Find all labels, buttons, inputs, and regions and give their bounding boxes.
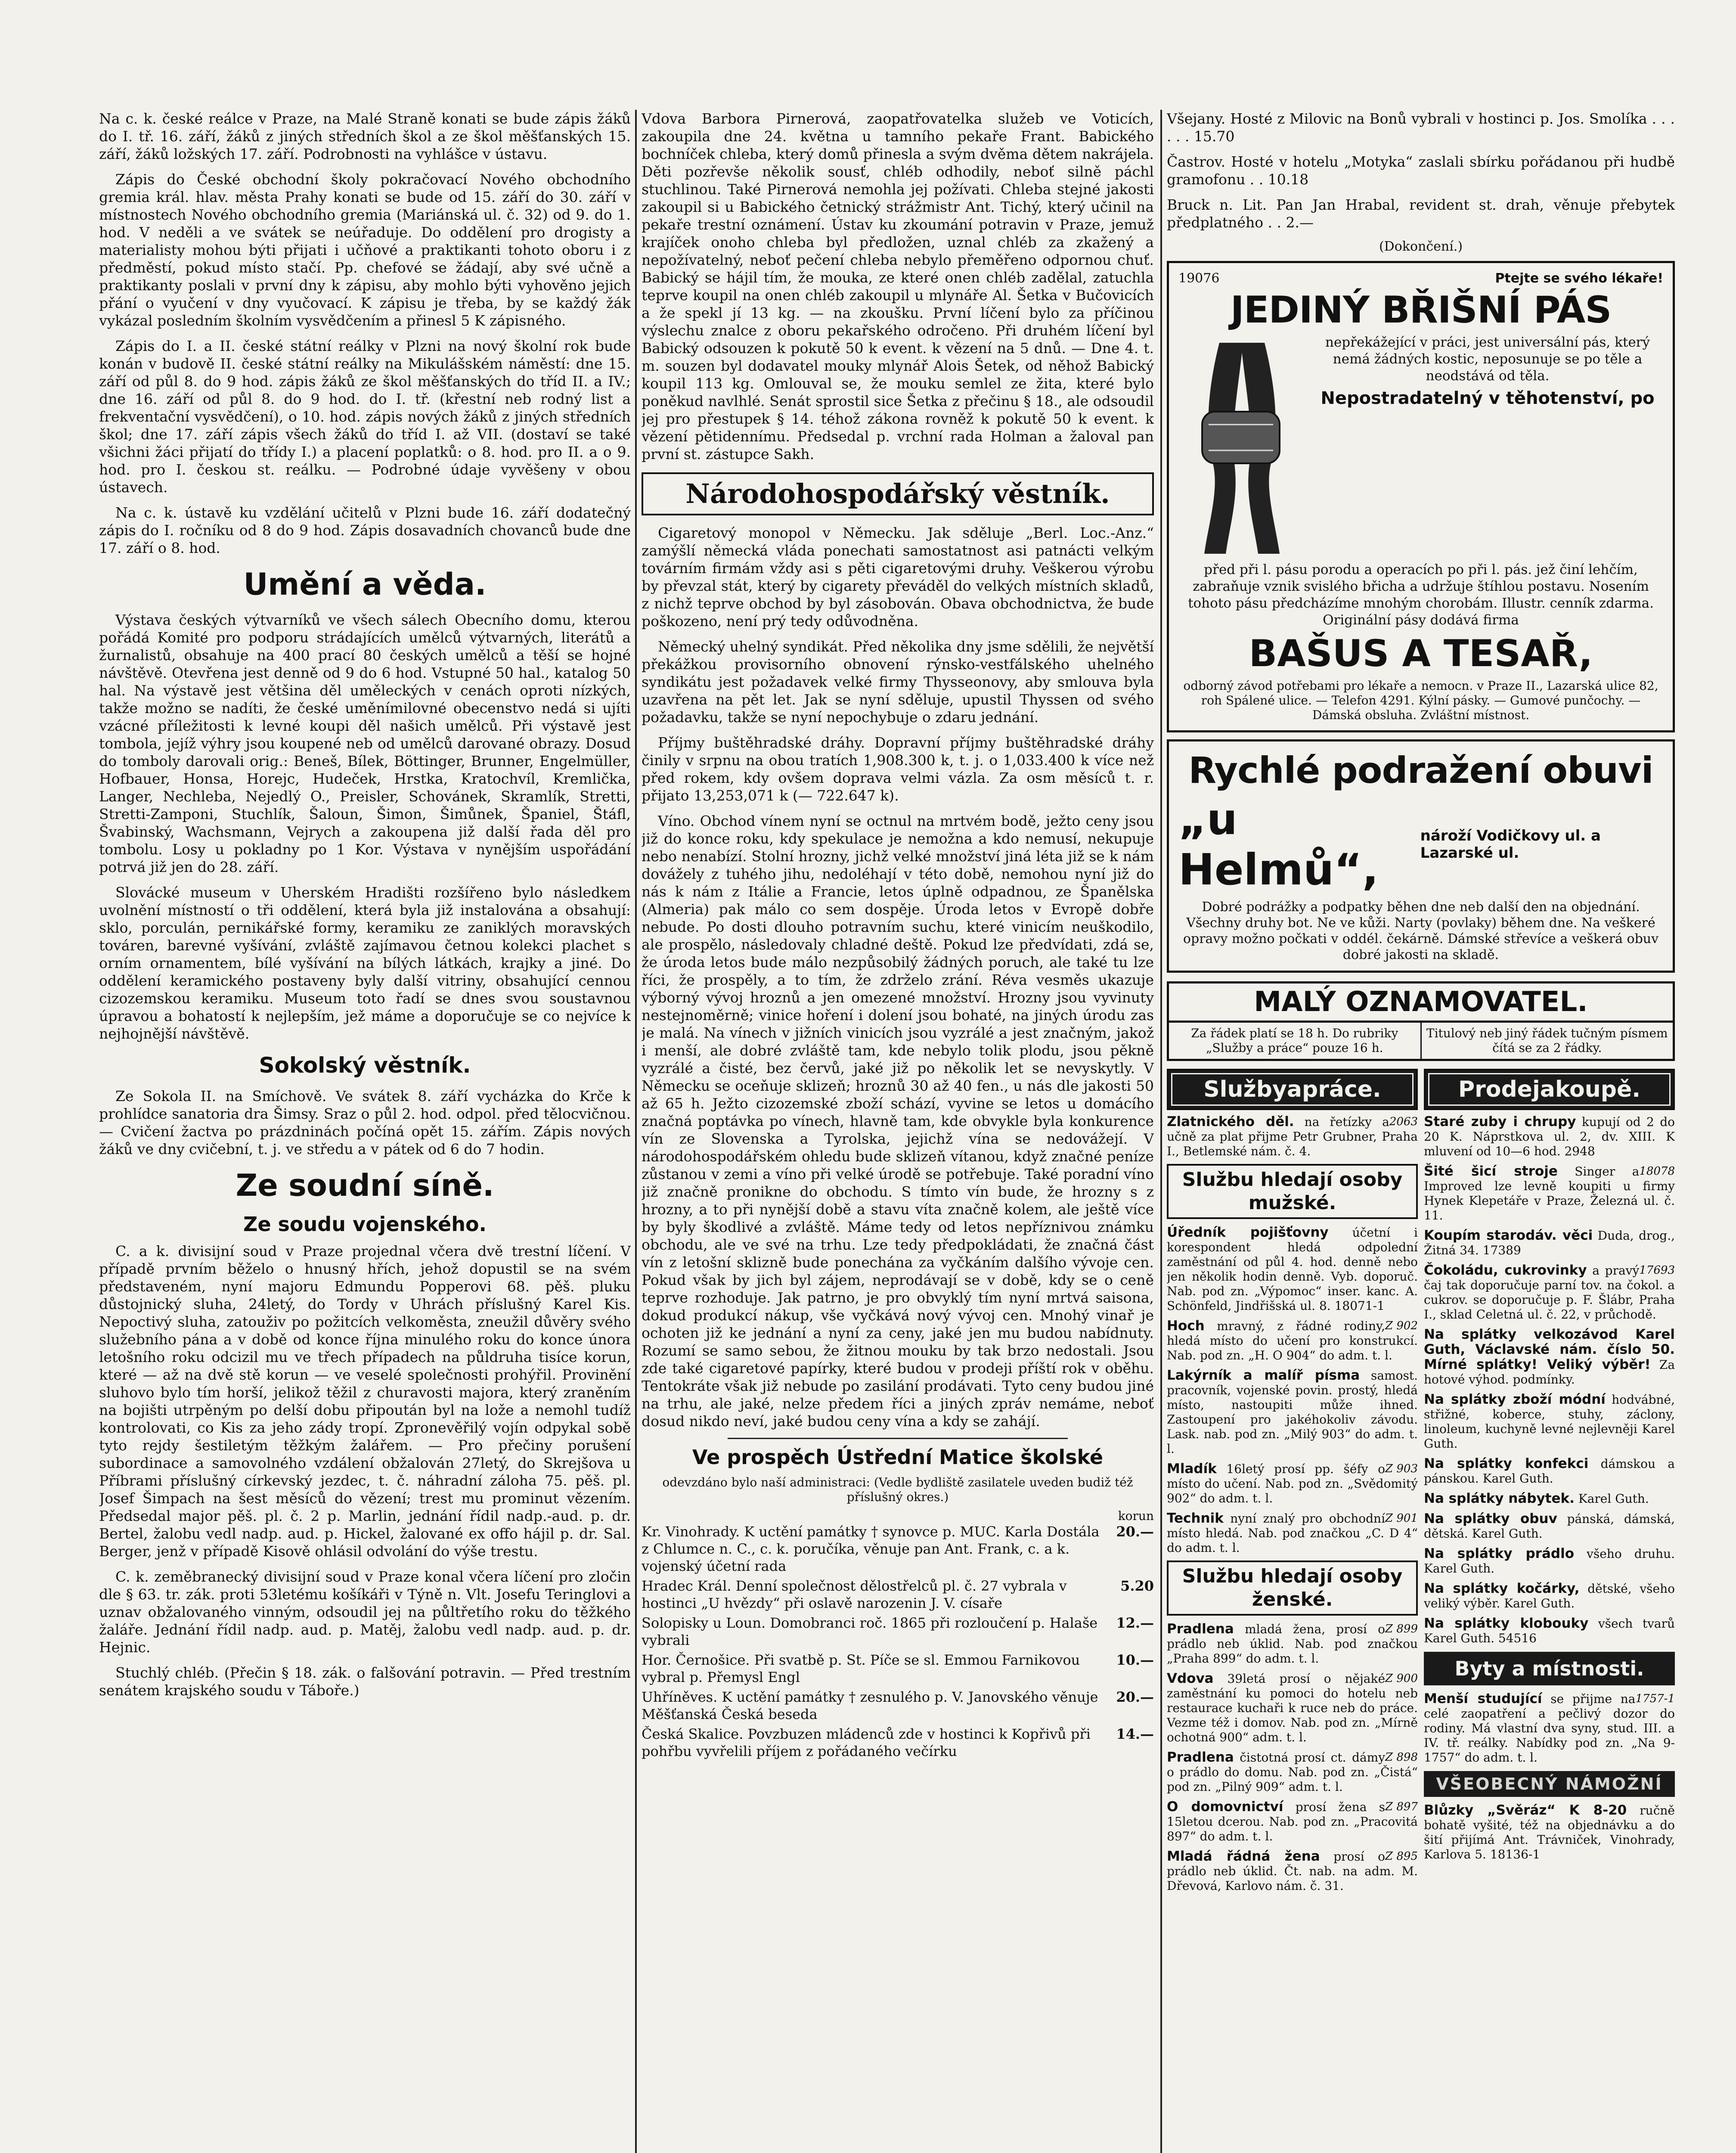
- belt-illustration-icon: [1178, 334, 1303, 558]
- section-subheading: Ze soudu vojenského.: [243, 1213, 487, 1236]
- donation-amount: 5.20: [1120, 1578, 1154, 1594]
- article-paragraph: Zápis do České obchodní školy pokračovací Nového obchodního gremia král. hlav. města Prahy konati se bude od 15. září do 30. září v místnostech Nového obchodního gremia (Mariánská ul. č. 32) od 9. do 1. hod. V neděli a ve svátek se neúřaduje. Do oddělení pro drogisty a materialisty mohou býti přijati i učňové a praktikanti tohoto oboru i z předměstí, pokud místo stačí. Pp. chefové se žádají, aby své učně a praktikanty poslali v první dny k zápisu, aby mohlo býti vyhověno jejich přání o vyučení v dny vyučovací. K zápisu je třeba, by se každý žák vykázal posledním školním vysvědčením a přinesl 5 K zápisného.: [99, 171, 631, 329]
- classified-code: 18078: [1639, 1165, 1675, 1178]
- classified-keyword: Na splátky zboží módní: [1424, 1392, 1606, 1407]
- classified-ad: [1167, 1461, 1418, 1506]
- classified-text: prosí žena s 15letou dcerou. Nab. pod zn. „Pracovitá 897“ do adm. t. l.: [1167, 1800, 1418, 1843]
- article-paragraph: Slovácké museum v Uherském Hradišti rozšířeno bylo následkem uvolnění místností o tři oddělení, která byla již instalována a obsahují: sklo, porculán, pernikářské formy, keramiku ze zaniklých moravských továren, barevné vyšívání, zvláště zajímavou četnou kolekci plachet s orním ornamentem, bílé vyšívání na bílých látkách, krajky a jiné. Do oddělení keramického postaveny byly další vitriny, obsahující cennou cizozemskou keramiku. Museum toto řadí se dnes svou soustavnou úpravou a bohatostí k nejlepším, jež máme a doporučuje se co nejvíce k nejhojnější návštěvě.: [99, 884, 631, 1042]
- advert-shoes: [1167, 739, 1675, 973]
- classifieds-prices: [1167, 1023, 1675, 1061]
- classified-code: Z 895: [1385, 1850, 1418, 1863]
- classified-text: dámskou a pánskou. Karel Guth.: [1424, 1457, 1675, 1486]
- classified-ad: [1424, 1511, 1675, 1541]
- classified-keyword: Na splátky velkozávod Karel Guth, Václavské nám. číslo 50. Mírné splátky! Veliký výběr!: [1424, 1327, 1675, 1372]
- donation-text: Solopisky u Loun. Domobranci roč. 1865 při rozloučení p. Halaše vybrali: [642, 1615, 1098, 1648]
- classified-keyword: Blůzky „Svěráz“ K 8-20: [1424, 1802, 1627, 1818]
- classifieds-column-left: [1167, 1114, 1418, 1899]
- classifieds-subheading: Službu hledají osoby mužské.: [1167, 1164, 1418, 1219]
- classified-text: kupují od 2 do 20 K. Náprstkova ul. 2, dv. XIII. K mluvení od 10—6 hod. 2948: [1424, 1115, 1675, 1158]
- donation-text: Hradec Král. Denní společnost dělostřelců pl. č. 27 vybrala v hostinci „U hvězdy“ při oslavě narozenin J. V. císaře: [642, 1578, 1067, 1611]
- classified-ad: [1424, 1616, 1675, 1646]
- classified-ad: [1424, 1114, 1675, 1159]
- classified-code: Z 900: [1385, 1672, 1418, 1685]
- classifieds-title: MALÝ OZNAMOVATEL.: [1167, 981, 1675, 1023]
- classified-code: Z 901: [1385, 1512, 1418, 1525]
- section-heading: Ze soudní síně.: [236, 1168, 494, 1203]
- classifieds-column-right: [1424, 1114, 1675, 1899]
- classified-text: na řetízky a učně za plat přijme Petr Grubner, Praha I., Betlemské nám. č. 4.: [1167, 1115, 1418, 1158]
- classified-keyword: Vdova: [1167, 1671, 1214, 1686]
- donation-amount: 20.—: [1116, 1689, 1154, 1705]
- donation-amount: 14.—: [1116, 1726, 1154, 1742]
- classified-text: a pravý čaj tak doporučuje parní tov. na čokol. a cukrov. se doporučuje p. F. Šlábr, Praha I., sklad Celetná ul. č. 22, v průchodě.: [1424, 1263, 1675, 1322]
- article-paragraph: Výstava českých výtvarníků ve všech sálech Obecního domu, kterou pořádá Komité pro podporu strádajících umělců výtvarných, literátů a žurnalistů, obsahuje na 400 prací 80 českých umělců a těší se hojné návštěvě. Otevřena jest denně od 9 do 6 hod. Vstupné 50 hal., katalog 50 hal. Na výstavě jest většina děl uměleckých v cenách oproti nízkých, takže možno se nadíti, že české uměnímilovné obecenstvo nedá si ujíti vzácné příležitosti k levné koupi děl našich umělců. Při výstavě jest tombola, jejíž výhry jsou koupené neb od umělců darované obrazy. Dosud do tomboly darovali orig.: Beneš, Bílek, Böttinger, Brunner, Engelmüller, Hofbauer, Honsa, Horejc, Hudeček, Hrstka, Kratochvíl, Kremlička, Langer, Nechleba, Nejedlý O., Preisler, Schovánek, Skramlík, Stretti, Stretti-Zamponi, Stuchlík, Šaloun, Šimon, Šimůnek, Španiel, Štáfl, Švabinský, Wachsmann, Vejrych a zakoupena již další řada děl pro tombolu. Losy u pokladny po 1 Kor. Výstava v nynějším uspořádání potrvá již jen do 28. září.: [99, 611, 631, 875]
- classified-text: hodvábné, střižné, koberce, stuhy, záclony, linoleum, kuchyně levné nejlevněji Karel Guth.: [1424, 1393, 1675, 1451]
- classified-code: Z 898: [1385, 1751, 1418, 1764]
- classified-code: Z 903: [1385, 1462, 1418, 1475]
- section-heading: Národohospodářský věstník.: [642, 472, 1154, 515]
- advert-line: Nepostradatelný v těhotenství, po: [1321, 388, 1655, 408]
- classified-keyword: Čokoládu, cukrovinky: [1424, 1263, 1587, 1278]
- donation-amount: 12.—: [1116, 1615, 1154, 1631]
- classified-code: 1757-1: [1635, 1692, 1675, 1705]
- classified-keyword: O domovnictví: [1167, 1799, 1283, 1815]
- article-paragraph: Stuchlý chléb. (Přečin § 18. zák. o falšování potravin. — Před trestním senátem krajského soudu v Táboře.): [99, 1664, 631, 1699]
- classified-text: 16letý prosí pp. šéfy o místo do učení. Nab. pod zn. „Svědomitý 902“ do adm. t. l.: [1167, 1462, 1418, 1505]
- classified-ad: [1167, 1799, 1418, 1844]
- classified-ad: [1424, 1581, 1675, 1611]
- classified-keyword: Koupím starodáv. věci: [1424, 1228, 1593, 1243]
- donations-note: odevzdáno bylo naší administraci: (Vedle bydliště zasilatele uveden budiž též příslušný okres.): [662, 1475, 1133, 1504]
- classified-text: Za hotové výhod. podmínky.: [1424, 1358, 1675, 1387]
- classified-keyword: Mladík: [1167, 1461, 1217, 1477]
- article-paragraph: Na c. k. české reálce v Praze, na Malé Straně konati se bude zápis žáků do I. tř. 16. září, žáků z jiných středních škol a ze škol měšťanských 15. září, žáků ložských 17. září. Podrobnosti na vyhlášce v ústavu.: [99, 110, 631, 162]
- article-paragraph: Víno. Obchod vínem nyní se octnul na mrtvém bodě, ježto ceny jsou již do konce roku, kdy spekulace je nemožna a kdo nemusí, nekupuje nebo nenabízí. Stolní hrozny, jichž velké množství jiná léta již se k nám dovážely z tuhého jihu, nedoléhají v této době, nemohou nyní již do nás k nám z Itálie a Francie, letos úplně odpadnou, ze Španělska (Almeria) pak málo co sem dospěje. Úroda letos v Evropě dobře nebude. Po dosti dlouho potravním suchu, které vinicím neuškodilo, ale prospělo, následovaly chladné deště. Pokud lze předvídati, zdá se, že úroda letos bude málo nezpůsobilý žádných poruch, ale také tu lze říci, že prospěly, a to tím, že zdrželo zrání. Réva vesměs ukazuje výborný vývoj hroznů a jen omezené množství. Hrozny jsou vyvinuty nestejnoměrně; vinice hoření i dolení jsou bohaté, na jiných úrodu zas je malá. Na vínech v jižních vinicích jsou vyzrálé a jest značným, jakož i menší, ale dobré zvláště tam, kde nebylo tolik plodu, jsou pěkně vyzrálé a čisté, bez červů, jaké již po několik let se nevyskytly. V Německu se oceňuje sklizeň; hroznů 30 až 40 fen., u nás dle jakosti 50 až 65 h. Ježto cizozemské zboží schází, vyvine se letos u domácího značná poptávka po vínech, hlavně tam, kde obvykle byla konkurence vín ze Slovenska a Tyrolska, jejichž vína se nedovážejí. V národohospodářském ohledu bude sklizeň vítanou, když značné peníze zůstanou v zemi a víno při velké úrodě se potřebuje. Také poradní víno již značně pronikne do obchodu. S tímto vín bude, že hrozny s z hrozny, a to při nynější době a stavu víta značně kolem, ale ještě více by byly škodlivé a zvláště. Máme tedy od letos nepříznivou známku obchodu, ale ve své na trhu. Lze tedy předpokládati, že značná část vín z letošní sklizně bude ponechána za vyčkáním dalšího vývoje cen. Pokud však by jich byl zájem, neprodávají se v době, kdy se o ceně teprve rozhoduje. Jak patrno, je pro obvyklý tím nyní mrtvá saisona, dokud produkcí nákup, vše vyčkává nový vývoj cen. Mnohý vinař je ochoten již ke jednání a nyní za ceny, jaké jen mu budou nabídnuty. Rozumí se samo sebou, že žitnou mouku by tak brzo nedostali. Jsou zde také cigaretové papírky, které budou v prodeji příští rok v oběhu. Tentokráte však již nebude po zasilání prodávati. Tyto ceny budou jiné na trhu, ale jaké, nelze předem říci a jiných zpráv nemáme, neboť dosud nikdo neví, jaké budou ceny vína a kdy se zahájí.: [642, 813, 1154, 1430]
- classified-ad: [1167, 1114, 1418, 1159]
- classified-code: 2063: [1389, 1115, 1418, 1128]
- divider: [728, 1438, 1068, 1439]
- classified-ad: [1424, 1228, 1675, 1258]
- donations-table: [642, 1523, 1154, 1762]
- classified-keyword: Hoch: [1167, 1318, 1205, 1334]
- category-banner-services: Službyapráce.: [1167, 1069, 1418, 1110]
- classified-text: Duda, drog., Žitná 34. 17389: [1424, 1229, 1675, 1257]
- article-paragraph: C. k. zeměbranecký divisijní soud v Praze konal včera líčení pro zločin dle § 63. tr. zák. proti 53letému košíkáři v Týně n. Vlt. Josefu Teringlovi a uznav obžalovaného vinným, odsoudil jej na půltřetího roku do těžkého žaláře. Jednání řídil nadp. aud. p. Matěj, žalobu vedl nadp. aud. p. dr. Hejnic.: [99, 1568, 631, 1656]
- advert-location: nároží Vodičkovy ul. a Lazarské ul.: [1420, 827, 1601, 862]
- donation-text: Kr. Vinohrady. K uctění památky † synovce p. MUC. Karla Dostála z Chlumce n. C., c. k. poručíka, věnuje pan Ant. Frank, c. a k. vojenský účetní rada: [642, 1523, 1100, 1574]
- classified-text: ručně bohatě vyšité, též na objednávku a do šití přijímá Ant. Trávniček, Vinohrady, Karlova 5. 18136-1: [1424, 1803, 1675, 1861]
- classified-code: 17693: [1639, 1264, 1675, 1277]
- donation-text: Česká Skalice. Povzbuzen mládenců zde v hostinci k Kopřivů při pohřbu vyvřelili příjem z pořádaného večírku: [642, 1726, 1091, 1759]
- classifieds-subheading: Službu hledají osoby ženské.: [1167, 1560, 1418, 1616]
- classified-ad: [1167, 1511, 1418, 1555]
- classified-text: nyní znalý pro obchodní místo hledá. Nab. pod značkou „C. D 4“ do adm. t. l.: [1167, 1511, 1418, 1555]
- classified-text: 39letá prosí o nějaké zaměstnání ku pomoci do hotelu neb restaurace kuchaři k ruce neb do práce. Vezme též i domov. Nab. pod zn. „Mírně ochotná 900“ adm. t. l.: [1167, 1672, 1418, 1744]
- classified-ad: [1167, 1671, 1418, 1745]
- classified-ad: [1424, 1691, 1675, 1765]
- donation-row: [642, 1725, 1154, 1762]
- advert-address: odborný závod potřebami pro lékaře a nemocn. v Praze II., Lazarská ulice 82, roh Spálené ulice. — Telefon 4291. Kýlní pásky. — Gumové punčochy. — Dámská obsluha. Zvláštní místnost.: [1183, 679, 1658, 722]
- advert-belt: [1167, 261, 1675, 732]
- classified-ad: [1167, 1849, 1418, 1893]
- advert-title: JEDINÝ BŘIŠNÍ PÁS: [1230, 289, 1612, 332]
- category-banner-flats: Byty a místnosti.: [1424, 1652, 1675, 1685]
- classified-text: prosí o prádlo neb úklid. Čt. nab. na adm. M. Dřevová, Karlovo nám. č. 31.: [1167, 1849, 1418, 1893]
- classified-text: Karel Guth.: [1578, 1492, 1649, 1506]
- classified-code: Z 897: [1385, 1800, 1418, 1813]
- donation-row: [642, 1651, 1154, 1688]
- article-paragraph: Na c. k. ústavě ku vzdělání učitelů v Plzni bude 16. září dodatečný zápis do I. ročníku od 8 do 9 hod. Zápis dosavadních chovanců bude dne 17. září o 8. hod.: [99, 504, 631, 556]
- article-paragraph: Ze Sokola II. na Smíchově. Ve svátek 8. září vycházka do Krče k prohlídce sanatoria dra Šimsy. Sraz o půl 2. hod. odpol. před tělocvičnou. — Cvičení žactva po prázdninách počíná opět 15. zářím. Zápis nových žáků ve dny cvičební, t. j. ve středu a v pátek od 6 do 7 hodin.: [99, 1088, 631, 1157]
- advert-code: 19076: [1178, 271, 1220, 286]
- classified-text: se přijme na celé zaopatření a pečlivý dozor do rodiny. Má vlastní dva syny, stud. III. a IV. tř. reálky. Nabídky pod zn. „Na 9-1757“ do adm. t. l.: [1424, 1692, 1675, 1765]
- section-heading: Umění a věda.: [243, 567, 487, 602]
- advert-line: nepřekážející v práci, jest universální pás, který nemá žádných kostic, neposunuje se po těle a neodstává od těla.: [1325, 335, 1650, 384]
- price-note: Titulový neb jiný řádek tučným písmem čítá se za 2 řádky.: [1426, 1026, 1668, 1055]
- classified-text: mladá žena, prosí o prádlo neb úklid. Nab. pod značkou „Praha 899“ do adm. t. l.: [1167, 1622, 1418, 1666]
- classified-text: účetní i korespondent hledá odpolední zaměstnání od půl 4. hod. denně nebo jen několik hodin denně. Vyb. doporuč. Nab. pod zn. „Výpomoc“ inser. kanc. A. Schönfeld, Jindřišská ul. 8. 18071-1: [1167, 1225, 1418, 1313]
- classified-code: Z 902: [1385, 1319, 1418, 1332]
- column-rule: [635, 110, 637, 2153]
- classified-text: samost. pracovník, vojenské povin. prostý, hledá místo, nastoupiti může ihned. Zastoupení pro jakéhokoliv závodu. Lask. nab. pod zn. „Milý 903“ do adm. t. l.: [1167, 1368, 1418, 1456]
- classified-keyword: Lakýrník a malíř písma: [1167, 1368, 1360, 1383]
- classified-text: čistotná prosí ct. dámy o prádlo do domu. Nab. pod zn. „Čistá“ pod zn. „Pilný 909“ adm. t. l.: [1167, 1750, 1418, 1794]
- classified-keyword: Mladá řádná žena: [1167, 1849, 1320, 1864]
- donation-line: Všejany. Hosté z Milovic na Bonů vybrali v hostinci p. Jos. Smolíka . . . . . . 15.70: [1167, 110, 1675, 145]
- classified-ad: [1167, 1225, 1418, 1313]
- classified-keyword: Menší studující: [1424, 1691, 1542, 1706]
- classified-ad: [1167, 1318, 1418, 1363]
- classified-text: mravný, z řádné rodiny, hledá místo do učení pro konstrukcí. Nab. pod zn. „H. O 904“ do adm. t. l.: [1167, 1319, 1418, 1362]
- classified-code: Z 899: [1385, 1623, 1418, 1635]
- donation-amount: 20.—: [1116, 1523, 1154, 1540]
- column-left: [99, 110, 631, 2153]
- donation-amount: 10.—: [1116, 1652, 1154, 1668]
- classified-text: Singer a Improved lze levně koupiti u firmy Hynek Klepetáře v Praze, Železná ul. č. 11.: [1424, 1164, 1675, 1222]
- donation-text: Uhříněves. K uctění památky † zesnulého p. V. Janovského věnuje Měšťanská Česká beseda: [642, 1689, 1098, 1722]
- classified-ad: [1424, 1392, 1675, 1451]
- classified-ad: [1424, 1803, 1675, 1862]
- classified-ad: [1424, 1491, 1675, 1506]
- advert-firm: „u Helmů“,: [1178, 794, 1379, 895]
- classified-keyword: Šité šicí stroje: [1424, 1163, 1558, 1179]
- classified-text: pánská, dámská, dětská. Karel Guth.: [1424, 1512, 1675, 1541]
- section-heading: Sokolský věstník.: [259, 1053, 471, 1078]
- classified-text: všech tvarů Karel Guth. 54516: [1424, 1616, 1675, 1645]
- classified-ad: [1424, 1546, 1675, 1576]
- donation-row: [642, 1688, 1154, 1725]
- donations-heading: Ve prospěch Ústřední Matice školské: [692, 1446, 1104, 1469]
- classified-text: všeho druhu. Karel Guth.: [1424, 1547, 1675, 1576]
- classified-keyword: Na splátky obuv: [1424, 1511, 1557, 1526]
- classified-ad: [1424, 1327, 1675, 1387]
- advert-tagline: Ptejte se svého lékaře!: [1495, 271, 1663, 286]
- classified-keyword: Na splátky prádlo: [1424, 1546, 1575, 1561]
- advert-title: Rychlé podražení obuvi: [1188, 749, 1653, 791]
- donation-row: [642, 1577, 1154, 1614]
- advert-text: Dobré podrážky a podpatky běhen dne neb další den na objednání. Všechny druhy bot. Ne ve kůži. Narty (povlaky) během dne. Na veškeré opravy možno počkati v oddél. čekárně. Dámské střevíce a veškerá obuv dobré jakosti na skladě.: [1183, 900, 1659, 962]
- price-note: Za řádek platí se 18 h. Do rubriky „Služby a práce“ pouze 16 h.: [1169, 1023, 1422, 1059]
- classified-keyword: Pradlena: [1167, 1750, 1234, 1765]
- article-paragraph: Zápis do I. a II. české státní reálky v Plzni na nový školní rok bude konán v budově II. české státní reálky na Mikulášském náměstí: dne 15. září od půl 8. do 9 hod. zápis žáků ze škol měšťanských do tříd II. a IV.; dne 16. září od půl 8. do 9 hod. do I. tř. (křestní neb rodný list a frekventační vysvědčení), o 10. hod. zápis nových žáků z jiných středních škol; dne 17. září zápis všech žáků do tříd I. až VII. (dostaví se také všichni žáci přijatí do třídy I.) a placení poplatků: o 8. hod. pro II. a o 9. hod. pro I. českou st. reálku. — Podrobné údaje vyvěšeny v obou ústavech.: [99, 338, 631, 496]
- donations-unit: korun: [1118, 1509, 1154, 1523]
- column-rule: [1160, 110, 1162, 2153]
- classified-keyword: Na splátky klobouky: [1424, 1616, 1589, 1631]
- classified-text: dětské, všeho veliký výběr. Karel Guth.: [1424, 1582, 1675, 1610]
- classified-keyword: Zlatnického děl.: [1167, 1114, 1294, 1129]
- classified-ad: [1424, 1263, 1675, 1322]
- article-paragraph: C. a k. divisijní soud v Praze projednal včera dvě trestní líčení. V případě prvním běželo o hnusný hřích, jehož dopustil se na svém představeném, nyní majoru Edmundu Popperovi 68. pěš. pluku důstojnický sluha, 24letý, do Tordy v Uhrách příslušný Karel Kis. Nepoctivý sluha, zatouživ po požitcích velkoměsta, zneužil důvěry svého služebního pána a v době od konce října minulého roku do konce února letošního roku odcizil mu ve třech případech na půldruha tisíce korun, které — až na dvě stě korun — ve veselé společnosti prohýřil. Provinění sluhovo bylo tím horší, jelikož těžil z churavosti majora, který zraněním na bojišti utrpěným po delší dobu připoután byl na lože a nemohl tudíž kontrolovati, co Kis za jeho zády tropí. Zpronevěřilý vojín odpykal sobě tyto rejdy šestiletým těžkým žalářem. — Pro přečiny porušení subordinace a samovolného vzdálení obžalován 27letý, do Skrejšova u Příbrami příslušný církevský jezdec, t. č. náhradní záloha 75. pěš. pl. Josef Šimpach na šest měsíců do vězení; trest mu prominut vězením. Předsedal major pěš. pl. č. 2 p. Marlin, jednání řídil nadp.-aud. p. dr. Bertel, žalobu vedl nadp. aud. p. Hickel, žalované ex offo hájil p. dr. Sal. Berger, jenž v případě Kisově ohlásil odvolání do výše trestu.: [99, 1243, 631, 1560]
- classified-keyword: Na splátky nábytek.: [1424, 1491, 1575, 1506]
- classified-ad: [1167, 1622, 1418, 1666]
- classified-keyword: Technik: [1167, 1511, 1224, 1526]
- classified-keyword: Pradlena: [1167, 1621, 1234, 1637]
- donation-text: Hor. Černošice. Při svatbě p. St. Píče se sl. Emmou Farnikovou vybral p. Přemysl Engl: [642, 1652, 1080, 1685]
- classified-ad: [1424, 1164, 1675, 1223]
- donation-line: Bruck n. Lit. Pan Jan Hrabal, revident st. drah, věnuje přebytek předplatného . . 2.—: [1167, 196, 1675, 231]
- donation-row: [642, 1614, 1154, 1651]
- classified-ad: [1167, 1368, 1418, 1456]
- classified-keyword: Úředník pojišťovny: [1167, 1225, 1329, 1240]
- advert-line: před při l. pásu porodu a operacích po při l. pás. jež činí lehčím, zabraňuje vznik svislého břicha a udržuje štíhlou postavu. Nosením tohoto pásu předcházíme mnohým chorobám. Illustr. cenník zdarma. Originální pásy dodává firma: [1188, 562, 1654, 628]
- classified-keyword: Na splátky kočárky,: [1424, 1581, 1580, 1596]
- classified-keyword: Na splátky konfekci: [1424, 1456, 1589, 1471]
- category-banner-sales: Prodejakoupě.: [1424, 1069, 1675, 1110]
- article-paragraph: Cigaretový monopol v Německu. Jak sděluje „Berl. Loc.-Anz.“ zamýšlí německá vláda ponechati samostatnost asi patnácti velkým továrním firmám vždy asi s pěti cigaretovými druhy. Veškerou výrobu by převzal stát, který by cigarety převáděl do velkých místních skladů, z nichž teprve obchod by byl zásobován. Obava obchodnictva, že bude poškozeno, není prý tedy odůvodněna.: [642, 524, 1154, 630]
- continued-note: (Dokončení.): [1379, 239, 1463, 254]
- classified-keyword: Staré zuby i chrupy: [1424, 1114, 1576, 1129]
- classified-ad: [1424, 1456, 1675, 1486]
- column-middle: [642, 110, 1154, 2153]
- article-paragraph: Příjmy buštěhradské dráhy. Dopravní příjmy buštěhradské dráhy činily v srpnu na obou tratích 1,908.300 k, t. j. o 1,033.400 k více než před rokem, kdy ovšem doprava velmi vázla. Za osm měsíců t. r. přijato 13,253,071 k (— 722.647 k).: [642, 734, 1154, 804]
- donation-line: Častrov. Hosté v hotelu „Motyka“ zaslali sbírku pořádanou při hudbě gramofonu . . 10.18: [1167, 153, 1675, 188]
- article-paragraph: Vdova Barbora Pirnerová, zaopatřovatelka služeb ve Voticích, zakoupila dne 24. května u tamního pekaře Frant. Babického bochníček chleba, který domů přinesla a svým dvěma dětem nakrájela. Děti pozřevše několik sousť, chléb odhodily, neboť silně páchl stuchlinou. Také Pirnerová nemohla jej požívati. Chleba stejné jakosti zakoupil si u Babického četnický strážmistr Ant. Tichý, který učinil na pekaře trestní oznámení. Ústav ku zkoumání potravin v Praze, jemuž krajíček onoho chleba byl předložen, uznal chléb za zkažený a nepožívatelný, neboť pečení chleba nebylo přeměřeno odpornou chuť. Babický se hájil tím, že mouka, ze které onen chléb zadělal, zatuchla teprve koupil na onen chléb zakoupil u mlynáře Al. Šetka v Bučovicích a že spekl jí 13 kg. — na zkoušku. První líčení bylo za příčinou výslechu znalce z oboru pekařského odročeno. Při druhém líčení byl Babický odsouzen k pokutě 50 k event. k vězení na 5 dnů. — Dne 4. t. m. souzen byl dodavatel mouky mlynář Alois Šetek, od něhož Babický koupil 113 kg. Omlouval se, že mouku semlel ze žita, které bylo poněkud navlhlé. Senát sprostil sice Šetka z přečinu § 18., ale odsoudil jej pro přestupek § 14. téhož zákona rovněž k pokutě 50 k event. k vězení pětidennímu. Předsedal p. vrchní rada Holman a žaloval pan první st. zástupce Sakh.: [642, 110, 1154, 462]
- column-right: [1167, 110, 1675, 2153]
- category-banner-general: VŠEOBECNÝ NÁMOŽNÍ: [1424, 1771, 1675, 1797]
- donation-row: [642, 1523, 1154, 1577]
- classified-ad: [1167, 1750, 1418, 1794]
- article-paragraph: Německý uhelný syndikát. Před několika dny jsme sdělili, že největší překážkou provisorního obnovení rýnsko-vestfálského uhelného syndikátu jest požadavek velké firmy Thysseonovy, aby smlouva byla uzavřena na pět let. Jak se nyní sděluje, upustil Thyssen od svého požadavku, takže se nyní nepochybuje o zdaru jednání.: [642, 638, 1154, 726]
- advert-firm: BAŠUS A TESAŘ,: [1249, 632, 1593, 675]
